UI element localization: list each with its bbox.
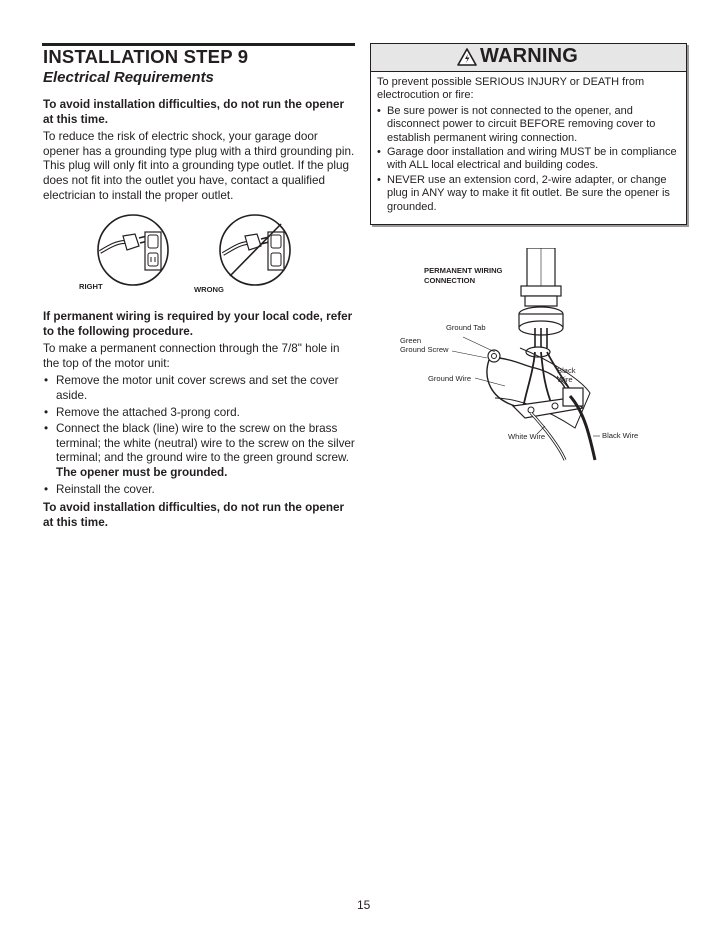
wrong-plug-icon xyxy=(220,215,290,285)
warning-box xyxy=(370,43,687,225)
section-subtitle: Electrical Requirements xyxy=(43,69,214,86)
warning-triangle-icon xyxy=(457,48,477,66)
list-item: • Remove the attached 3-prong cord. xyxy=(43,406,355,421)
white-wire-label: White Wire xyxy=(508,432,546,441)
warning-body xyxy=(377,76,679,215)
warning-list xyxy=(377,105,679,214)
page-number: 15 xyxy=(357,898,371,912)
warning-header xyxy=(371,44,686,72)
list-item: • Garage door installation and wiring MUST be in compliance with ALL local electrical and building codes. xyxy=(377,146,679,173)
green-label-line2: Ground Screw xyxy=(400,345,449,354)
list-item: • Be sure power is not connected to the opener, and disconnect power to circuit BEFORE removing cover to establish permanent wiring connection. xyxy=(377,105,679,145)
permanent-intro: To make a permanent connection through the 7/8" hole in the top of the motor unit: xyxy=(43,342,340,370)
black-wire-label: Black Wire xyxy=(602,431,639,440)
plug-illustration xyxy=(95,212,305,294)
list-item: • Remove the motor unit cover screws and set the cover aside. xyxy=(43,374,355,403)
step-title: INSTALLATION STEP 9 xyxy=(43,46,249,67)
intro-paragraph: To reduce the risk of electric shock, your garage door opener has a grounding type plug with a third grounding pin. This plug will only fit into a grounding type outlet. If the plug does not fit into the outlet you have, contact a qualified electrician to install the proper outlet. xyxy=(43,130,355,202)
right-label: RIGHT xyxy=(79,282,103,291)
green-label-line1: Green xyxy=(400,336,422,345)
diagram-title-line1: PERMANENT WIRING xyxy=(424,266,503,275)
intro-warning: To avoid installation difficulties, do not run the opener at this time. xyxy=(43,98,345,126)
intro-section xyxy=(43,98,355,203)
black-wire-label-line1: Black xyxy=(557,366,576,375)
diagram-title-line2: CONNECTION xyxy=(424,276,476,285)
warning-intro: To prevent possible SERIOUS INJURY or DEATH from electrocution or fire: xyxy=(377,76,645,102)
list-item: • Connect the black (line) wire to the screw on the brass terminal; the white (neutral) wire to the screw on the silver terminal; and the ground wire to the green ground screw. The opener must be grounded. xyxy=(43,422,355,480)
ground-tab-label: Ground Tab xyxy=(446,323,486,332)
procedure-list xyxy=(43,374,355,497)
permanent-heading: If permanent wiring is required by your local code, refer to the following procedure. xyxy=(43,310,353,338)
wrong-label: WRONG xyxy=(194,285,224,294)
list-item: • NEVER use an extension cord, 2-wire adapter, or change plug in ANY way to make it fit outlet. Be sure the opener is grounded. xyxy=(377,174,679,214)
right-plug-icon xyxy=(98,215,168,285)
ground-wire-label: Ground Wire xyxy=(428,374,472,383)
closing-warning: To avoid installation difficulties, do not run the opener at this time. xyxy=(43,501,345,529)
list-item: • Reinstall the cover. xyxy=(43,483,355,498)
grounded-emphasis: The opener must be grounded. xyxy=(56,465,228,479)
permanent-wiring-section xyxy=(43,310,355,530)
black-wire-label-line2: Wire xyxy=(557,375,573,384)
warning-title: WARNING xyxy=(480,45,579,67)
